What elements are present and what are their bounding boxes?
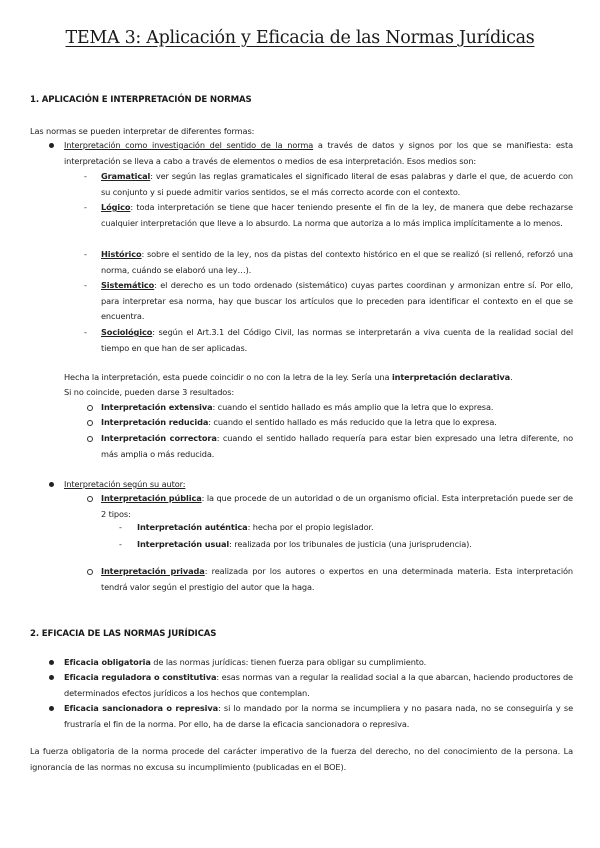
- interpretacion-declarativa-line: [64, 370, 573, 386]
- result-extensiva-term: Interpretación extensiva: [101, 402, 213, 412]
- interpretacion-publica-term: Interpretación pública: [101, 493, 202, 503]
- dash-marker: -: [84, 281, 87, 290]
- tipo-usual-term: Interpretación usual: [137, 539, 230, 549]
- result-reducida-text: : cuando el sentido hallado es más reducido que la letra que lo expresa.: [208, 417, 497, 427]
- dash-marker: -: [119, 523, 122, 532]
- circle-marker: [87, 405, 93, 411]
- medio-sociologico: [101, 325, 573, 356]
- dash-marker: -: [84, 203, 87, 212]
- tipo-usual: [137, 537, 573, 553]
- circle-marker: [87, 496, 93, 502]
- dash-marker: -: [119, 540, 122, 549]
- eficacia-reguladora: [64, 670, 573, 701]
- circle-marker: [87, 420, 93, 426]
- result-reducida: [101, 415, 573, 431]
- eficacia-sancionadora-term: Eficacia sancionadora o represiva: [64, 703, 219, 713]
- declarativa-term: interpretación declarativa: [391, 372, 511, 382]
- eficacia-reguladora-text: : esas normas van a regular la realidad social a la que abarcan, haciendo productores de determinados efectos jurídicos a los hechos que contemplan.: [64, 672, 573, 698]
- medio-logico-term: Lógico: [101, 202, 131, 212]
- tipo-autentica-term: Interpretación auténtica: [137, 522, 248, 532]
- medio-gramatical-term: Gramatical: [101, 171, 151, 181]
- bullet-marker: [49, 675, 54, 680]
- medio-sistematico-term: Sistemático: [101, 280, 155, 290]
- bullet-sentido-norma: [64, 138, 573, 169]
- result-reducida-term: Interpretación reducida: [101, 417, 209, 427]
- bullet-sentido-norma-label: Interpretación como investigación del sentido de la norma: [64, 140, 314, 150]
- medio-logico-text: : toda interpretación se tiene que hacer teniendo presente el fin de la ley, de manera que debe rechazarse cualquier interpretación que lleve a lo absurdo. La norma que autoriza a lo más implica implícitamente a lo menos.: [101, 202, 573, 228]
- interpretacion-publica-text: : la que procede de un autoridad o de un organismo oficial. Esta interpretación puede ser de 2 tipos:: [101, 493, 573, 519]
- declarativa-text: Hecha la interpretación, esta puede coincidir o no con la letra de la ley. Sería una: [64, 372, 392, 382]
- section-1-heading: 1. APLICACIÓN E INTERPRETACIÓN DE NORMAS: [30, 95, 252, 105]
- result-correctora-term: Interpretación correctora: [101, 433, 217, 443]
- dash-marker: -: [84, 172, 87, 181]
- interpretacion-privada: [101, 564, 573, 595]
- circle-marker: [87, 569, 93, 575]
- closing-paragraph: La fuerza obligatoria de la norma procede del carácter imperativo de la fuerza del derecho, no del conocimiento de la persona. La ignorancia de las normas no excusa su incumplimiento (publicadas en el BOE).: [30, 746, 573, 772]
- bullet-marker: [49, 706, 54, 711]
- bullet-marker: [49, 482, 54, 487]
- eficacia-sancionadora-text: : si lo mandado por la norma se incumpliera y no pasara nada, no se conseguiría y se frustraría el fin de la norma. Por ello, ha de darse la eficacia sancionadora o represiva.: [64, 703, 574, 729]
- bullet-marker: [49, 660, 54, 665]
- eficacia-obligatoria: [64, 655, 573, 671]
- eficacia-reguladora-term: Eficacia reguladora o constitutiva: [64, 672, 217, 682]
- medio-sistematico: [101, 278, 573, 325]
- bullet-segun-autor: Interpretación según su autor:: [64, 479, 186, 489]
- medio-sociologico-term: Sociológico: [101, 327, 153, 337]
- declarativa-end: .: [510, 372, 513, 382]
- interpretacion-publica: [101, 491, 573, 522]
- eficacia-obligatoria-text: de las normas jurídicas: tienen fuerza para obligar su cumplimiento.: [150, 657, 427, 667]
- result-extensiva: [101, 400, 573, 416]
- result-extensiva-text: : cuando el sentido hallado es más amplio que la letra que lo expresa.: [212, 402, 494, 412]
- interpretacion-privada-term: Interpretación privada: [101, 566, 205, 576]
- medio-logico: [101, 200, 573, 231]
- tipo-autentica-text: : hecha por el propio legislador.: [247, 522, 374, 532]
- section-2-heading: 2. EFICACIA DE LAS NORMAS JURÍDICAS: [30, 629, 217, 639]
- tres-resultados-line: Si no coincide, pueden darse 3 resultados:: [64, 387, 235, 397]
- medio-historico: [101, 247, 573, 278]
- eficacia-sancionadora: [64, 701, 573, 732]
- medio-gramatical: [101, 169, 573, 200]
- circle-marker: [87, 436, 93, 442]
- result-correctora: [101, 431, 573, 462]
- medio-sistematico-text: : el derecho es un todo ordenado (sistemático) cuyas partes coordinan y armonizan entre sí. Por ello, para interpretar esa norma, hay que buscar los artículos que lo preceden para identificar el contexto en el que se encuentra.: [101, 280, 573, 321]
- medio-historico-term: Histórico: [101, 249, 142, 259]
- page-title: TEMA 3: Aplicación y Eficacia de las Normas Jurídicas: [65, 28, 535, 48]
- bullet-marker: [49, 143, 54, 148]
- result-correctora-text: : cuando el sentido hallado requería para estar bien expresado una letra diferente, no más amplia o más reducida.: [101, 433, 573, 459]
- medio-gramatical-text: : ver según las reglas gramaticales el significado literal de esas palabras y darle el que, de acuerdo con su conjunto y si puede admitir varios sentidos, se el más correcto acorde con el contexto.: [101, 171, 573, 197]
- eficacia-obligatoria-term: Eficacia obligatoria: [64, 657, 151, 667]
- dash-marker: -: [84, 328, 87, 337]
- tipo-autentica: [137, 520, 573, 536]
- tipo-usual-text: : realizada por los tribunales de justicia (una jurisprudencia).: [229, 539, 472, 549]
- dash-marker: -: [84, 250, 87, 259]
- bullet-sentido-norma-text: a través de datos y signos por los que se manifiesta: esta interpretación se lleva a cabo a través de elementos o medios de esa interpretación. Esos medios son:: [64, 140, 573, 166]
- medio-sociologico-text: : según el Art.3.1 del Código Civil, las normas se interpretarán a viva cuenta de la realidad social del tiempo en que han de ser aplicadas.: [101, 327, 573, 353]
- section-1-intro: Las normas se pueden interpretar de diferentes formas:: [30, 126, 255, 136]
- medio-historico-text: : sobre el sentido de la ley, nos da pistas del contexto histórico en el que se realizó (si rellenó, reforzó una norma, cuándo se elaboró una ley…).: [101, 249, 573, 275]
- interpretacion-privada-text: : realizada por los autores o expertos en una determinada materia. Esta interpretación tendrá valor según el prestigio del autor que la haga.: [101, 566, 573, 592]
